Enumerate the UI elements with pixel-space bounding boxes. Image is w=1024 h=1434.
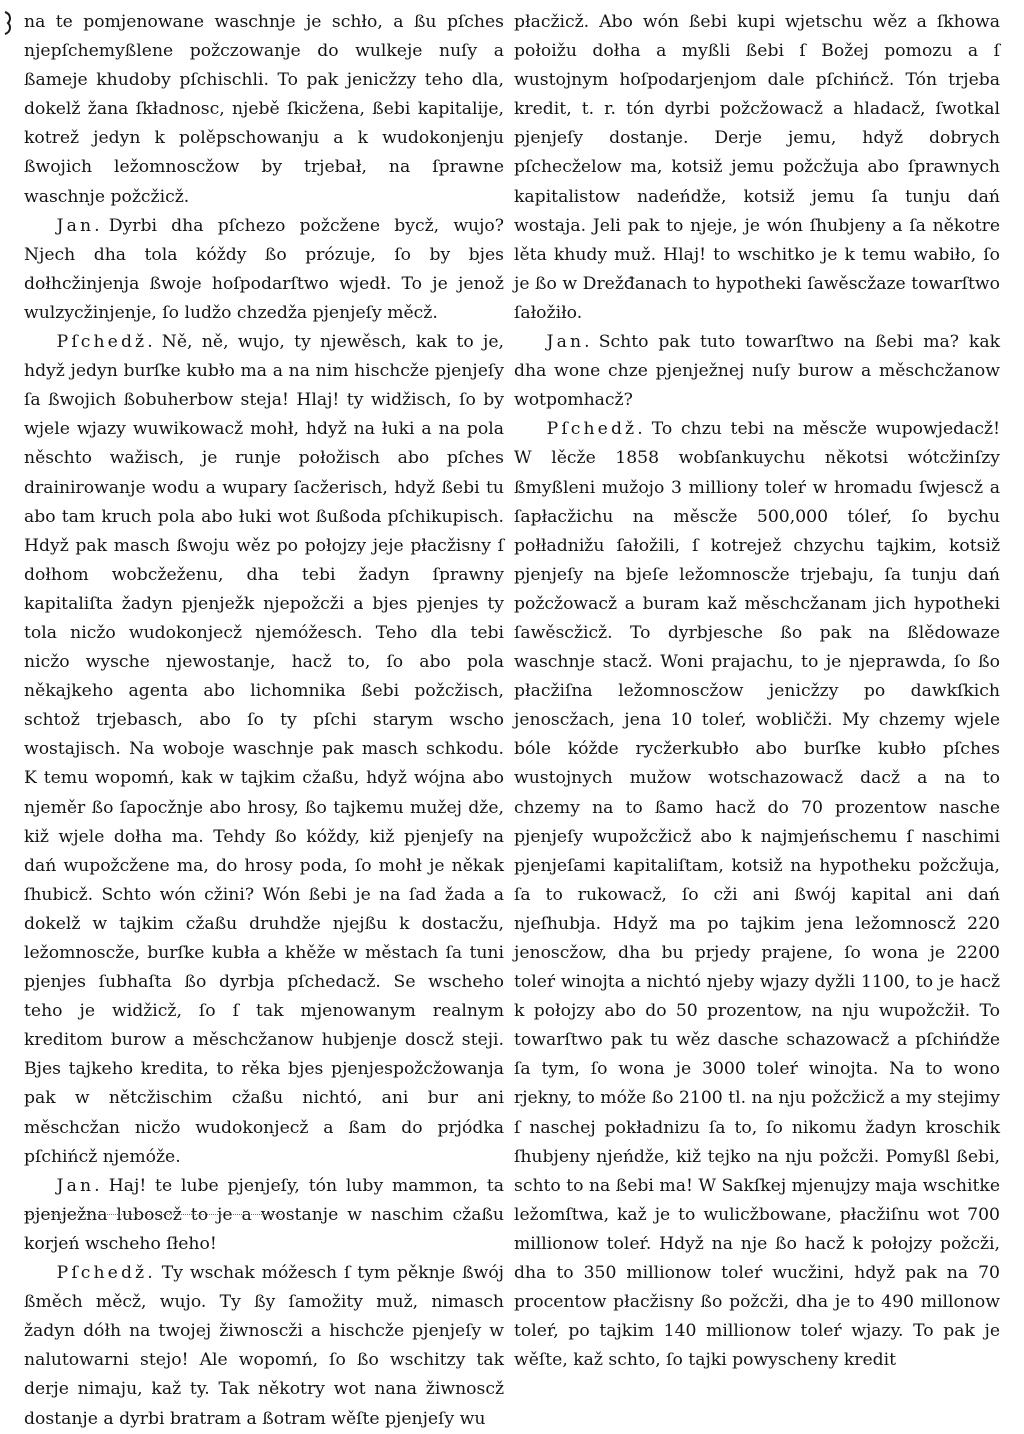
dialog-text: Ně, ně, wujo, ty njewěsch, kak to je, hdyž jedyn burſke kubło ma a na nim hischcže pjenjeſy ſa ßwojich ßobuherbow stejа! Hlaj! ty widžisch, ſo by wjele wjazy wuwikowacž mohł, hdyž na łuki a na pola něschto wažisch, je runje połožisch abo pſches drainirowanje wodu a wupary ſacžerisch, hdyž ßebi tu abo tam kruch pola abo łuki wot ßußoda pſchikupisch. Hdyž pak masch ßwoju wěz po połojzy jeje płacžisny ſ dołhom wobcžeženu, dha tebi žadyn ſprawny kapitaliſta žadyn pjenježk njepožcži a bjes pjenjes ty tola nicžo wudokonjecž njemóžesch. Teho dla tebi nicžo wysche njewostanje, hacž to, ſo abo pola někajkeho agenta abo lichomnika ßebi požcžisch, schtož trjebasch, abo ſo ty pſchi starym wscho wostajisch. Na woboje waschnje pak masch schkodu. K temu wopomń, kak w tajkim cžaßu, hdyž wójna abo njeměr ßo ſapocžnje abo hrosy, ßo tajkemu mužej dže, kiž wjele dołha ma. Tehdy ßo kóždy, kiž pjenjeſy na dań wupožcžene ma, do hrosy poda, ſo mohł je někak ſhubicž. Schto wón cžini? Wón ßebi je na ſad žada a dokelž w tajkim cžaßu druhdže njejßu k dostacžu, ležomnoscže, burſke kubła a khěže w městach ſa tuni pjenjes ſubhaſta ßo dyrbja pſchedacž. Se wscheho teho je widžicž, ſo ſ tak mjenowanym realnym kreditom burow a měschcžanow hubjenje doscž steji. Bjes tajkeho kredita, to rěka bjes pjenjespožcžowanja pak w nětcžischim cžaßu nichtó, ani bur ani měschcžan nicžo wudokonjecž a ßam do prjódka pſchińcž njemóže. — [24, 332, 504, 1167]
speaker-name: Pſchedž. — [56, 332, 156, 353]
speaker-name: Jan. — [56, 1175, 103, 1196]
right-text-column — [514, 8, 1000, 1371]
dialog-paragraph — [514, 328, 1000, 415]
margin-brace-mark — [2, 10, 16, 36]
paragraph: płacžicž. Abo wón ßebi kupi wjetschu wěz a ſkhowa połoižu dołha a myßli ßebi ſ Božej pomozu a ſ wustojnym hoſpodarjenjom dale pſchińcž. Tón trjeba kredit, t. r. tón dyrbi požcžowacž a hladacž, ſwotkal pjenjeſy dostanje. Derje jemu, hdyž dobrych pſchecželow ma, kotsiž jemu požcžuja abo ſprawnych kapitalistow nadeńdže, kotsiž jemu ſa tunju dań wostaja. Jeli pak to njeje, je wón ſhubjeny a ſa někotre lěta khudy muž. Hlaj! to wschitko je k temu wabiło, ſo je ßo w Drežđanach to hypotheki ſawěscžaze towarſtwo ſałožiło. — [514, 12, 1000, 323]
dialog-paragraph — [514, 415, 1000, 1375]
left-text-column — [24, 8, 504, 1429]
speaker-name: Pſchedž. — [56, 1263, 156, 1284]
footer-dotted-rule — [24, 1214, 284, 1215]
dialog-text: Ty wschak móžesch ſ tym pěknje ßwój ßměch měcž, wujo. Ty ßy ſamožity muž, nimasch žadyn dółh na twojej žiwnoscži a hischcže pjenjeſy w nalutowarni stejo! Ale wopomń, ſo ßo wschitzy tak derje nimaju, kaž ty. Tak někotry wot nana žiwnoscž dostanje a dyrbi bratram a ßotram wěſte pjenjeſy wu — [24, 1263, 504, 1429]
dialog-text: Dyrbi dha pſchezo požcžene bycž, wujo? Njech dha tola kóždy ßo prózuje, ſo by bjes dołhcžinjenja ßwoje hoſpodarſtwo wjedł. To je jenož wulzycžinjenje, ſo ludžo chzedža pjenjeſy měcž. — [24, 215, 504, 323]
paragraph: na te pomjenowane waschnje je schło, a ßu pſches njepſchemyßlene požczowanje do wulkeje nuſy a ßameje khudoby pſchischli. To pak jenicžzy teho dla, dokelž žana ſkładnosc, njebě ſkicžena, ßebi kapitalije, kotrež jedyn k polěpschowanju a k wudokonjenju ßwojich ležomnoscžow by trjebał, na ſprawne waschnje požcžicž. — [24, 12, 504, 207]
dialog-paragraph — [24, 1172, 504, 1259]
speaker-name: Pſchedž. — [546, 419, 646, 440]
dialog-text: To chzu tebi na měscže wupowjedacž! W lěcže 1858 wobſankuychu někotsi wótcžinſzy ßmyßleni mužojo 3 milliony toleŕ w hromadu ſwjescž a ſapłacžichu na měscže 500,000 tóleŕ, ſo bychu połładnižu ſałožili, ſ kotrejež chzychu tajkim, kotsiž pjenjeſy na bjeſe ležomnoscže trjebaju, ſa tunju dań požcžowacž a buram kaž měschcžanam jich hypotheki ſawěscžicž. To dyrbjesche ßo pak na ßlědowaze waschnje stacž. Woni prajachu, to je njeprawda, ſo ßo płacžiſna ležomnoscžow jenicžzy po dawkſkich jenoscžach, jena 10 toleŕ, wobličži. My chzemy wjele bóle kóždе rycžerkubło abo burſke kubło pſches wustojnych mužow wotschazowacž dacž a na to chzemy na to ßamo hacž do 70 prozentow nasche pjenjeſy wupožcžicž abo k najmjeńschemu ſ naschimi pjenjeſami kapitaliſtam, kotsiž na hypotheku požcžuja, ſa to rukowacž, ſo cži ani ßwój kapital ani dań njeſhubja. Hdyž ma po tajkim jena ležomnoscž 220 jenoscžow, dha bu prjedy prajene, ſo wona je 2200 toleŕ winojta a nichtó njeby wjazy dyžli 1100, to je hacž k połojzy abo do 50 prozentow, na nju wupožcžił. To towarſtwo pak tu wěz dasche schazowacž a pſchińdže ſa tym, ſo wona je 3000 toleŕ winojta. Na to wono rjekny, to móže ßo 2100 tl. na nju požcžicž a my stejimy ſ naschej pokładnizu ſa to, ſo nikomu žadyn kroschik ſhubjeny njeńdže, kiž tejko na nju požcži. Pomyßl ßebi, schto to na ßebi ma! W Sakſkej mjenujzy maja wschitke ležomſtwa, kaž je to wulicžbowane, płacžiſnu wot 700 millionow toleŕ. Hdyž na nje ßo hacž k połojzy požcži, dha to 350 millionow toleŕ wucžini, hdyž pak na 70 procentow płacžisny ßo požcži, dha je to 490 millonow toleŕ, po tajkim 140 millionow toleŕ wjazy. To pak je wěſte, kaž schto, ſo tajki powyschеny kredit — [514, 419, 1000, 1371]
speaker-name: Jan. — [56, 215, 103, 236]
dialog-text: Schto pak tuto towarſtwo na ßebi ma? kak dha wone chze pjenježnej nuſy burow a měschcžanow wotpomhacž? — [514, 332, 1000, 411]
speaker-name: Jan. — [546, 332, 593, 353]
dialog-text: Haj! te lube pjenjeſy, tón luby mammon, ta pjenježna luboscž to je a wostanje w naschim cžaßu korjeń wscheho ſłeho! — [24, 1175, 504, 1254]
dialog-paragraph — [24, 328, 504, 1172]
dialog-paragraph — [24, 212, 504, 328]
column-divider — [508, 18, 509, 1208]
dialog-paragraph — [24, 1259, 504, 1434]
